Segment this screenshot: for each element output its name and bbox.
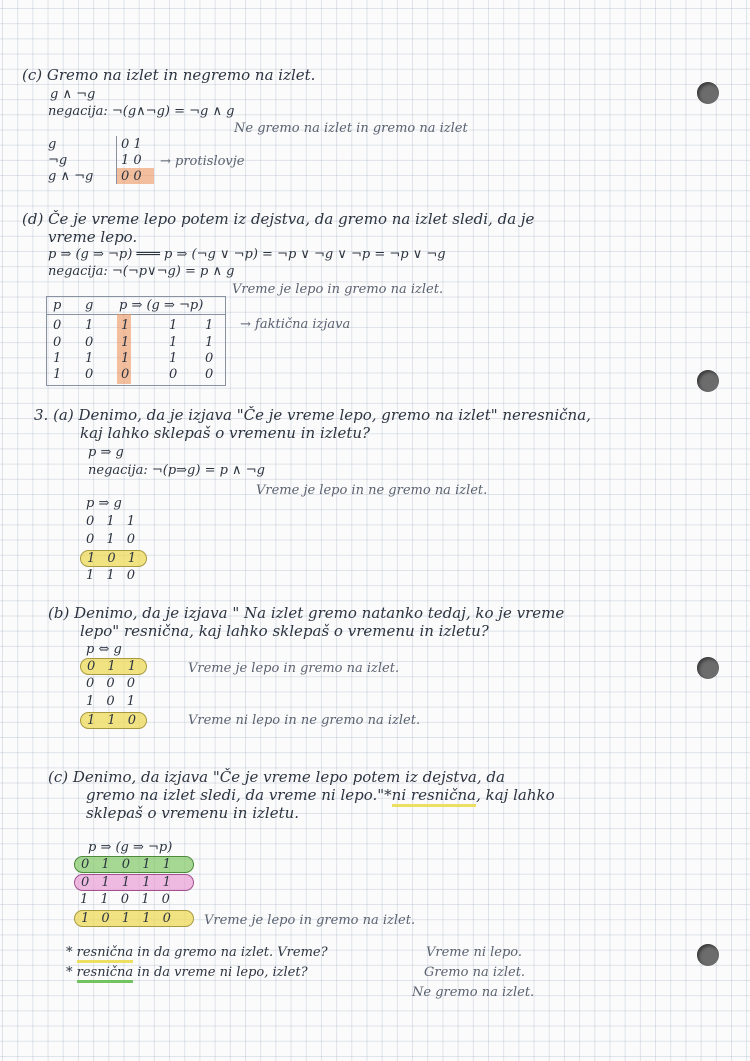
- table-header: p: [53, 298, 62, 313]
- binder-hole-3: [697, 657, 719, 679]
- table-cell: 0: [85, 367, 94, 382]
- d-note: Vreme je lepo in gremo na izlet.: [232, 282, 444, 297]
- table-cell: 1: [205, 335, 214, 350]
- footnote-1-star: *: [66, 945, 73, 960]
- q3c-heading-2c: , kaj lahko: [476, 786, 555, 804]
- footnote-1-word: resnična: [77, 945, 134, 963]
- c1-negation: negacija: ¬(g∧¬g) = ¬g ∧ g: [48, 104, 235, 119]
- table-cell: 0: [169, 367, 178, 382]
- footnote-2-answer-2: Ne gremo na izlet.: [412, 985, 535, 1000]
- q3c-heading-2a: gremo na izlet sledi, da vreme ni lepo."*: [86, 786, 392, 804]
- q3c-heading-3: sklepaš o vremenu in izletu.: [86, 804, 300, 822]
- q3b-table-header: p ⇔ g: [86, 642, 122, 657]
- q3a-heading: 3. (a) Denimo, da je izjava "Če je vreme lepo, gremo na izlet" neresnična,: [34, 406, 591, 424]
- table-cell: 0 1: [121, 136, 142, 152]
- table-row-highlighted: 1 1 0: [80, 712, 147, 729]
- q3c-heading: (c) Denimo, da izjava "Če je vreme lepo potem iz dejstva, da: [48, 768, 505, 786]
- footnote-2-star: *: [66, 965, 73, 980]
- table-cell: 0: [53, 335, 62, 350]
- q3a-formula: p ⇒ g: [88, 445, 124, 460]
- table-row: 0 0 0: [86, 676, 140, 691]
- d-arrow-label: → faktična izjava: [240, 317, 351, 332]
- table-header: g: [85, 298, 94, 313]
- table-cell: 1: [121, 351, 130, 366]
- q3c-table-header: p ⇒ (g ⇒ ¬p): [88, 840, 173, 855]
- table-header: p ⇒ (g ⇒ ¬p): [119, 298, 204, 313]
- table-cell: 1: [85, 318, 94, 333]
- table-cell: 1: [85, 351, 94, 366]
- q3b-heading: (b) Denimo, da je izjava " Na izlet gremo natanko tedaj, ko je vreme: [48, 604, 565, 622]
- table-cell: g: [44, 136, 117, 152]
- table-cell-highlighted: 0 0: [117, 168, 155, 184]
- binder-hole-4: [697, 944, 719, 966]
- table-cell: g ∧ ¬g: [44, 168, 117, 184]
- d-negation: negacija: ¬(¬p∨¬g) = p ∧ g: [48, 264, 235, 279]
- table-row: 0 1 0: [86, 532, 140, 547]
- table-row-highlighted: 0 1 1: [80, 658, 147, 675]
- footnote-1-answer: Vreme ni lepo.: [426, 945, 523, 960]
- table-cell: 0: [121, 367, 130, 382]
- table-cell: 1: [169, 351, 178, 366]
- c1-formula: g ∧ ¬g: [50, 87, 96, 102]
- table-row: [44, 152, 154, 168]
- q3c-heading-2b: ni resnična: [392, 786, 476, 807]
- footnote-2-rest: in da vreme ni lepo, izlet?: [137, 965, 308, 980]
- q3b-note-2: Vreme ni lepo in ne gremo na izlet.: [188, 713, 421, 728]
- table-cell: 0: [85, 335, 94, 350]
- table-cell: ¬g: [44, 152, 117, 168]
- table-cell: 1: [169, 318, 178, 333]
- q3b-heading-2: lepo" resnična, kaj lahko sklepaš o vremenu in izletu?: [80, 622, 489, 640]
- table-row: [44, 136, 154, 152]
- c1-arrow-label: → protislovje: [160, 154, 245, 169]
- q3a-table-header: p ⇒ g: [86, 496, 122, 511]
- q3a-negation: negacija: ¬(p⇒g) = p ∧ ¬g: [88, 463, 265, 478]
- q3a-heading-2: kaj lahko sklepaš o vremenu in izletu?: [80, 424, 371, 442]
- footnote-2-answer-1: Gremo na izlet.: [424, 965, 526, 980]
- table-cell: 1: [53, 367, 62, 382]
- table-cell: 1: [205, 318, 214, 333]
- table-row: 1 0 1: [86, 694, 140, 709]
- footnote-2-word: resnična: [77, 965, 134, 983]
- footnote-1-rest: in da gremo na izlet. Vreme?: [137, 945, 328, 960]
- binder-hole-2: [697, 370, 719, 392]
- table-row-highlighted: 0 1 1 1 1: [74, 874, 194, 891]
- table-row: 1 1 0 1 0: [80, 892, 174, 907]
- table-row: 0 1 1: [86, 514, 140, 529]
- c1-note: Ne gremo na izlet in gremo na izlet: [234, 121, 468, 136]
- table-cell: 0: [53, 318, 62, 333]
- table-row: 1 1 0: [86, 568, 140, 583]
- table-cell: 1 0: [121, 152, 142, 168]
- table-cell: 1: [53, 351, 62, 366]
- q3c-heading-2: [86, 786, 555, 804]
- d-heading: (d) Če je vreme lepo potem iz dejstva, da gremo na izlet sledi, da je: [22, 210, 535, 228]
- d-heading-2: vreme lepo.: [48, 228, 138, 246]
- footnote-2: [66, 964, 308, 982]
- d-formula: p ⇒ (g ⇒ ¬p) ═══ p ⇒ (¬g ∨ ¬p) = ¬p ∨ ¬g ∨ ¬p = ¬p ∨ ¬g: [48, 247, 446, 262]
- q3a-note: Vreme je lepo in ne gremo na izlet.: [256, 483, 488, 498]
- c1-truth-table: [44, 136, 154, 184]
- table-row-highlighted: 1 0 1: [80, 550, 147, 567]
- table-cell: 1: [169, 335, 178, 350]
- c1-heading: (c) Gremo na izlet in negremo na izlet.: [22, 66, 316, 84]
- q3b-note-1: Vreme je lepo in gremo na izlet.: [188, 661, 400, 676]
- q3c-note: Vreme je lepo in gremo na izlet.: [204, 913, 416, 928]
- binder-hole-1: [697, 82, 719, 104]
- table-cell: 1: [121, 318, 130, 333]
- d-truth-table: [46, 296, 226, 386]
- table-row-highlighted: 0 1 0 1 1: [74, 856, 194, 873]
- table-cell: 0: [205, 367, 214, 382]
- table-row: [44, 168, 154, 184]
- table-cell: 0: [205, 351, 214, 366]
- table-cell: 1: [121, 335, 130, 350]
- table-row-highlighted: 1 0 1 1 0: [74, 910, 194, 927]
- footnote-1: [66, 944, 328, 962]
